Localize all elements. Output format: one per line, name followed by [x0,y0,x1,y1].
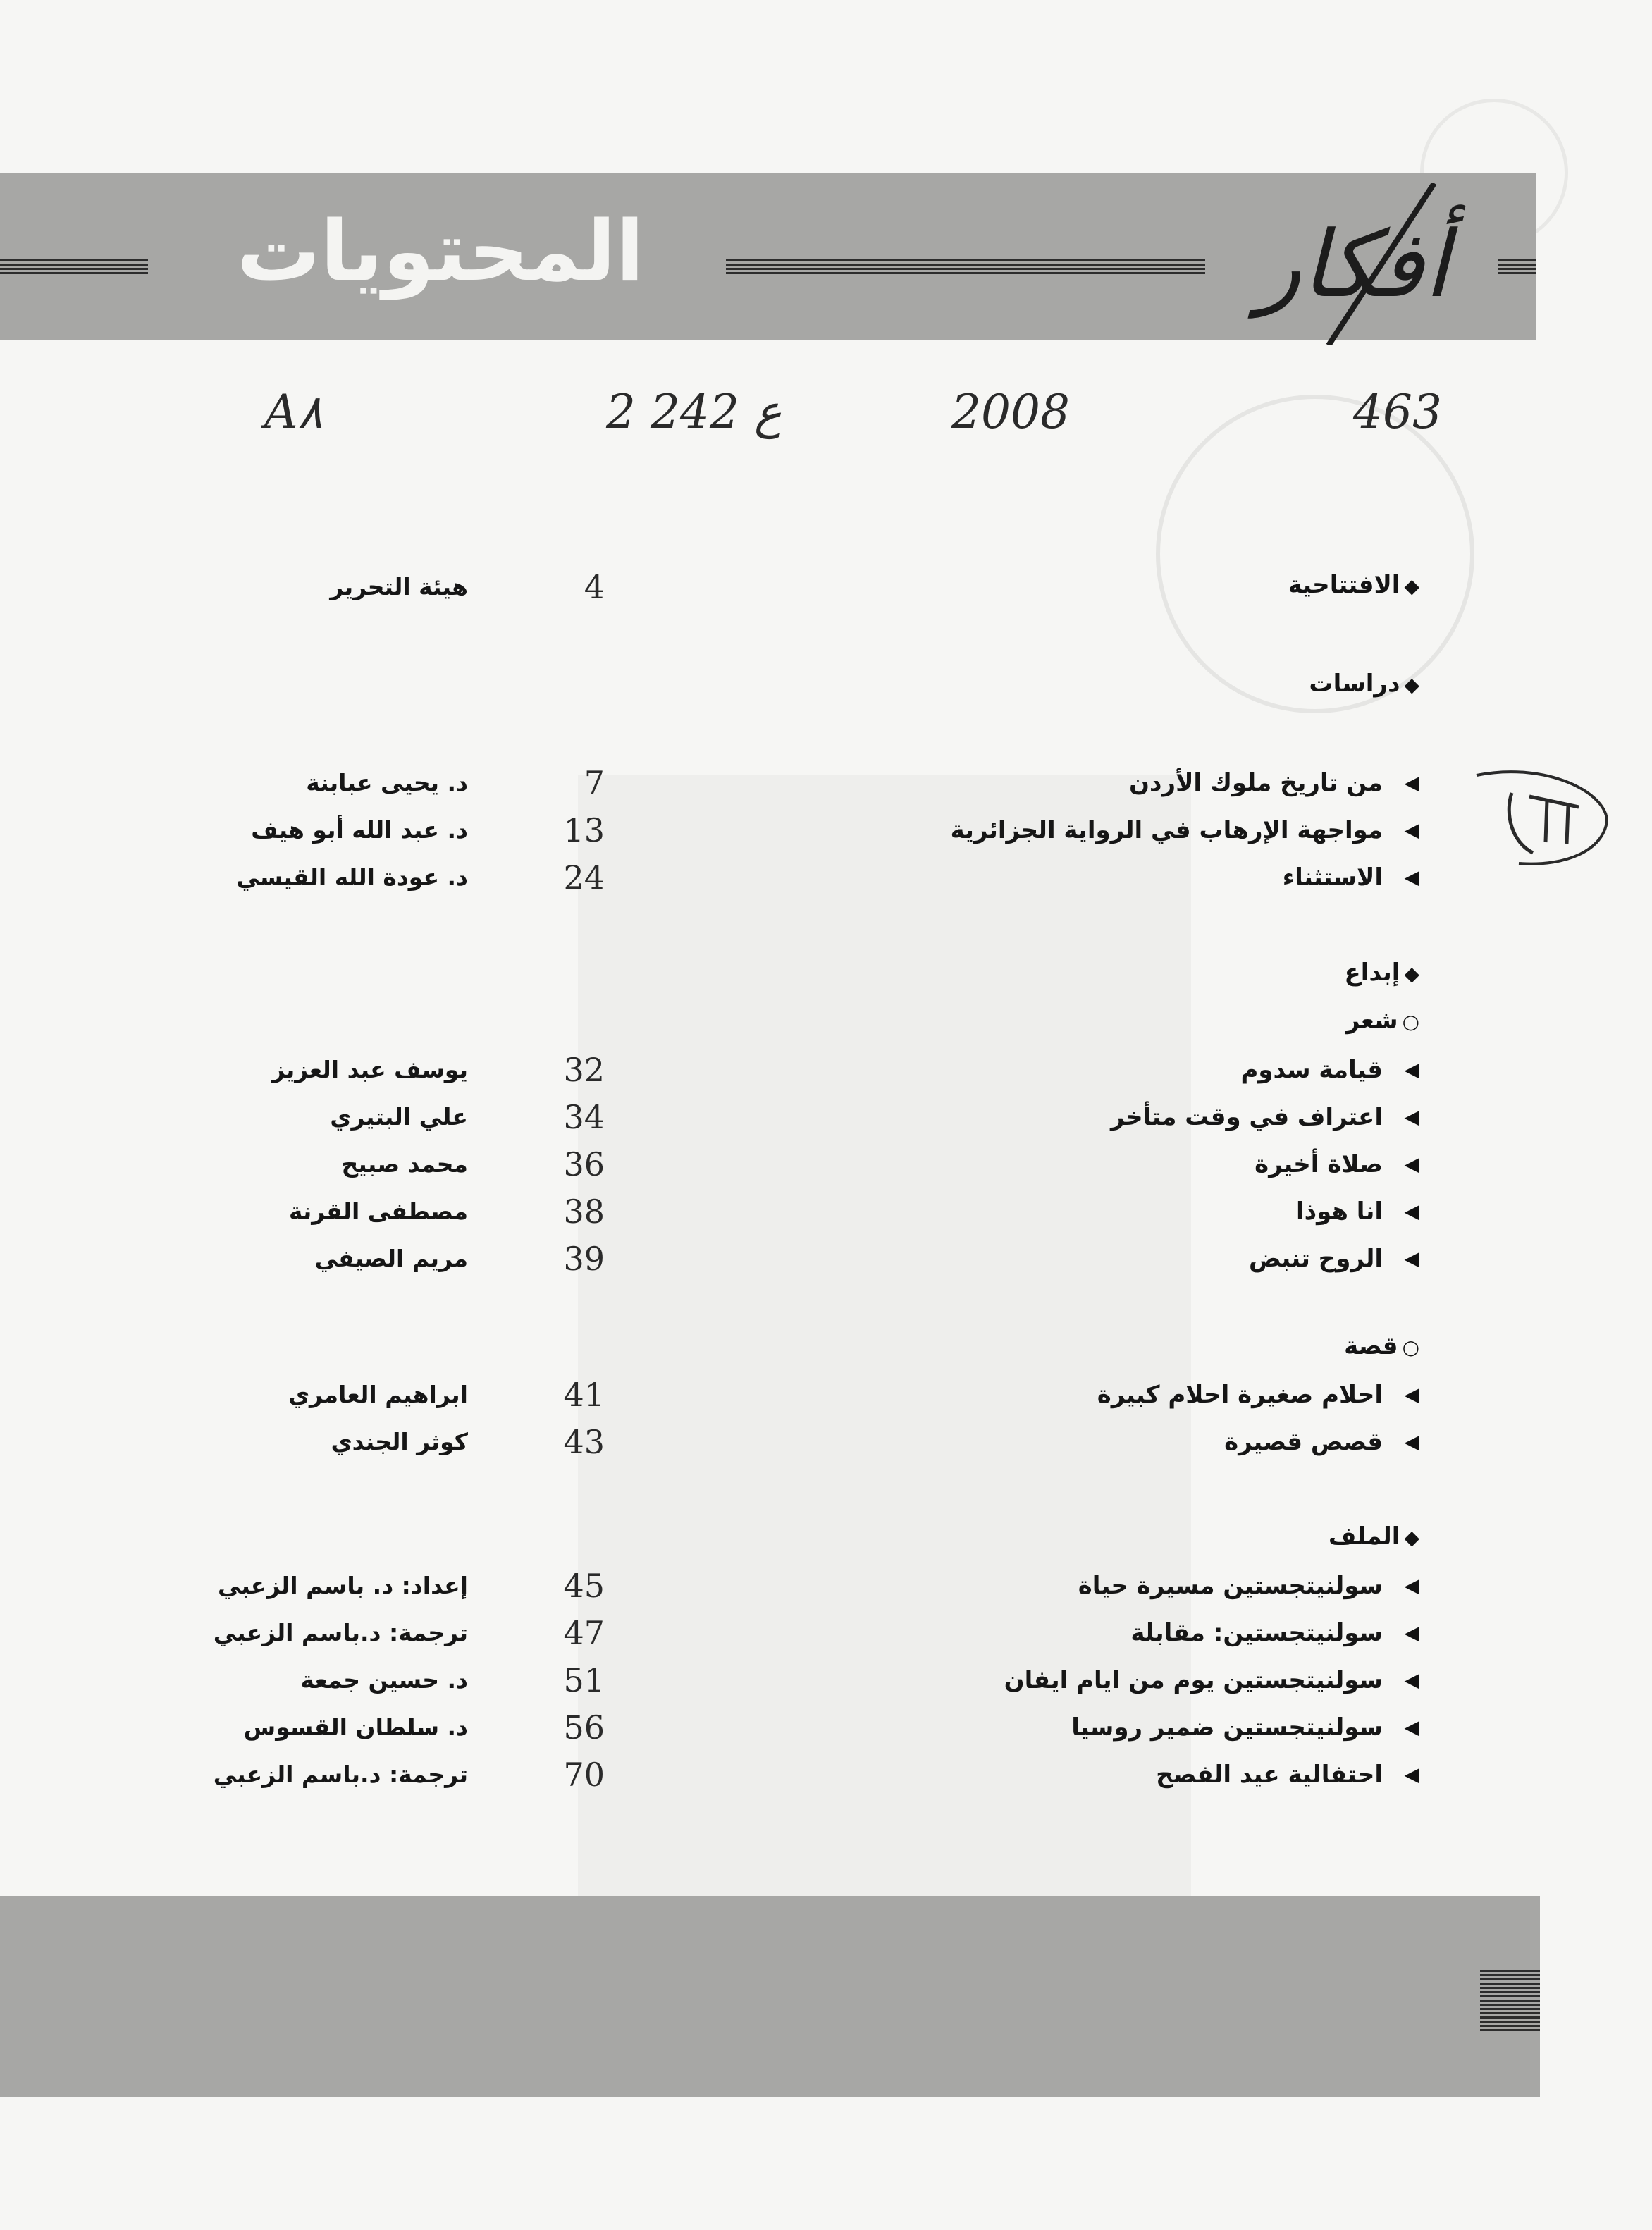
entry-title: قيامة سدوم [1240,1056,1383,1084]
section-heading [1345,951,1420,995]
arrow-bullet-icon: ◀ [1404,1668,1419,1692]
entry-page-number: 32 [563,1051,605,1089]
entry-author: ترجمة: د.باسم الزعبي [213,1761,468,1788]
entry-author: إعداد: د. باسم الزعبي [217,1572,468,1599]
diamond-bullet-icon: ◆ [1404,574,1419,598]
diamond-bullet-icon: ◆ [1404,673,1419,696]
entry-page-number: 7 [584,764,605,802]
entry-page-number: 43 [563,1423,605,1461]
section-heading-label: شعر [1345,1006,1398,1035]
entry-title: صلاة أخيرة [1255,1150,1383,1178]
section-heading [1309,663,1419,706]
arrow-bullet-icon: ◀ [1404,771,1419,794]
entry-author: ابراهيم العامري [288,1381,468,1408]
arrow-bullet-icon: ◀ [1404,1058,1419,1081]
toc-entry [211,1751,1419,1798]
toc-entry [211,1419,1419,1465]
entry-page-number: 51 [563,1661,605,1699]
arrow-bullet-icon: ◀ [1404,1152,1419,1176]
section-heading-label: إبداع [1344,959,1400,987]
entry-author: يوسف عبد العزيز [271,1056,468,1083]
section-heading-label: الافتتاحية [1288,571,1400,599]
toc-entry [211,1563,1419,1609]
entry-title: مواجهة الإرهاب في الرواية الجزائرية [950,816,1383,844]
toc-entry [211,760,1419,806]
entry-page-number: 56 [563,1708,605,1747]
magazine-logo-text: أفكار [1257,211,1450,318]
arrow-bullet-icon: ◀ [1404,1621,1419,1644]
entry-author: د. عبد الله أبو هيف [251,816,468,844]
entry-author: مريم الصيفي [314,1245,468,1272]
arrow-bullet-icon: ◀ [1404,1383,1419,1406]
toc-entry [211,1610,1419,1656]
section-heading-label: دراسات [1309,670,1400,698]
entry-page-number: 24 [563,858,605,897]
toc-entry [211,1047,1419,1093]
toc-entry [211,807,1419,854]
handwritten-issue: 463 [1353,385,1442,439]
entry-title: اعتراف في وقت متأخر [1111,1103,1383,1131]
entry-author: د. يحيى عبابنة [306,769,468,796]
entry-page-number: 38 [563,1193,605,1231]
arrow-bullet-icon: ◀ [1404,1715,1419,1739]
circle-bullet-icon: ○ [1402,1010,1419,1033]
entry-author: مصطفى القرنة [288,1197,468,1225]
diamond-bullet-icon: ◆ [1404,1526,1419,1549]
entry-page-number: 4 [584,568,605,606]
toc-entry [211,1704,1419,1751]
entry-page-number: 45 [563,1567,605,1605]
toc-entry [211,1141,1419,1188]
entry-page-number: 39 [563,1240,605,1278]
toc-entry [211,1657,1419,1704]
entry-title: سولنيتجستين مسيرة حياة [1078,1572,1383,1600]
section-heading [1346,999,1419,1043]
toc-entry [211,854,1419,901]
arrow-bullet-icon: ◀ [1404,1105,1419,1128]
entry-author: هيئة التحرير [330,573,468,600]
entry-author: د. عودة الله القيسي [236,863,468,891]
toc-entry [211,1372,1419,1418]
entry-author: د. حسين جمعة [300,1666,468,1694]
entry-author: د. سلطان القسوس [243,1713,468,1741]
entry-title: سولنيتجستين ضمير روسيا [1071,1713,1383,1742]
handwritten-code: A٨ [264,385,323,439]
handwritten-year: 2008 [951,385,1070,439]
entry-page-number: 36 [563,1145,605,1183]
entry-page-number: 70 [563,1756,605,1794]
diamond-bullet-icon: ◆ [1404,962,1419,985]
arrow-bullet-icon: ◀ [1404,1574,1419,1597]
toc-entry [211,1188,1419,1235]
entry-author: محمد صبيح [341,1150,468,1178]
arrow-bullet-icon: ◀ [1404,865,1419,889]
footer-band [0,1896,1540,2097]
handwritten-date: 2 ع 242 [606,385,782,439]
circle-bullet-icon: ○ [1402,1336,1419,1359]
footer-rule [1480,1970,1540,2033]
entry-author: كوثر الجندي [331,1428,468,1455]
toc-entry [211,1236,1419,1282]
page-title: المحتويات [236,202,645,300]
entry-title: احتفالية عيد الفصح [1156,1761,1383,1789]
entry-title: انا هوذا [1295,1197,1383,1226]
arrow-bullet-icon: ◀ [1404,818,1419,842]
arrow-bullet-icon: ◀ [1404,1430,1419,1453]
entry-title: سولنيتجستين: مقابلة [1130,1619,1383,1647]
entry-page-number: 34 [563,1098,605,1136]
section-heading-label: قصة [1344,1332,1398,1360]
section-heading [1344,1325,1419,1369]
entry-title: سولنيتجستين يوم من ايام ايفان [1004,1666,1383,1694]
entry-page-number: 41 [563,1376,605,1414]
section-heading [1329,1515,1419,1559]
entry-title: قصص قصيرة [1224,1428,1383,1456]
arrow-bullet-icon: ◀ [1404,1200,1419,1223]
entry-page-number: 13 [563,811,605,849]
arrow-bullet-icon: ◀ [1404,1763,1419,1786]
entry-title: من تاريخ ملوك الأردن [1129,769,1383,797]
entry-title: الاستثناء [1282,863,1383,892]
toc-entry [211,1094,1419,1140]
entry-title: الروح تنبض [1249,1245,1383,1273]
entry-author: ترجمة: د.باسم الزعبي [213,1619,468,1646]
arrow-bullet-icon: ◀ [1404,1247,1419,1270]
entry-title: احلام صغيرة احلام كبيرة [1097,1381,1383,1409]
entry-page-number: 47 [563,1614,605,1652]
entry-author: علي البتيري [330,1103,468,1131]
toc-entry [211,564,1419,610]
section-heading-label: الملف [1328,1522,1400,1551]
